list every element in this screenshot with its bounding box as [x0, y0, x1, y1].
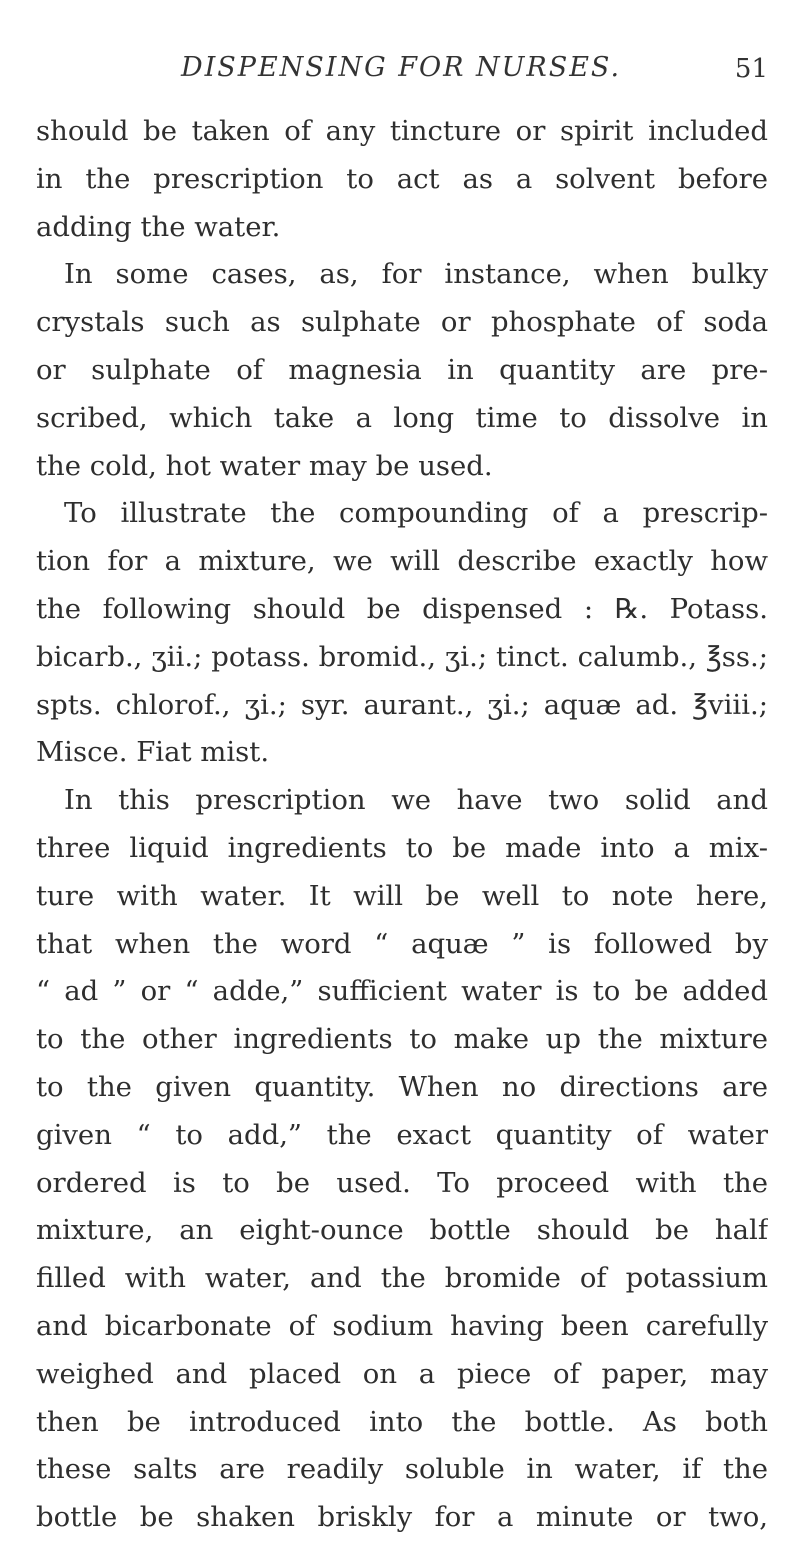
text-line: scribed, which take a long time to dissolve in [36, 401, 768, 434]
text-line: crystals such as sulphate or phosphate of soda [36, 306, 768, 339]
text-line: the following should be dispensed : ℞. Potass. [36, 592, 768, 625]
text-line: and bicarbonate of sodium having been carefully [36, 1309, 768, 1342]
text-line: the cold, hot water may be used. [36, 449, 493, 482]
text-line: ture with water. It will be well to note here, [36, 879, 768, 912]
text-line: adding the water. [36, 210, 281, 243]
text-line: weighed and placed on a piece of paper, may [36, 1357, 768, 1390]
text-line: should be taken of any tincture or spirit included [36, 115, 768, 147]
text-line: mixture, an eight-ounce bottle should be half [36, 1214, 768, 1247]
text-line: tion for a mixture, we will describe exactly how [36, 545, 768, 578]
text-line: to the given quantity. When no directions are [36, 1070, 768, 1103]
text-line: bottle be shaken briskly for a minute or two, [36, 1501, 768, 1534]
text-line: In some cases, as, for instance, when bulky [64, 258, 768, 291]
text-line: To illustrate the compounding of a prescrip- [64, 497, 768, 530]
text-line: these salts are readily soluble in water, if the [36, 1453, 768, 1486]
page-number: 51 [734, 54, 768, 84]
text-line: spts. chlorof., ʒi.; syr. aurant., ʒi.; aquæ ad. ℥viii.; [36, 688, 768, 721]
text-line: ordered is to be used. To proceed with the [36, 1166, 768, 1199]
text-line: that when the word “ aquæ ” is followed by [36, 927, 768, 960]
text-line: given “ to add,” the exact quantity of water [36, 1118, 768, 1151]
text-line: then be introduced into the bottle. As both [36, 1405, 768, 1438]
text-line: bicarb., ʒii.; potass. bromid., ʒi.; tinct. calumb., ℥ss.; [36, 640, 768, 673]
text-line: in the prescription to act as a solvent before [36, 162, 768, 195]
text-line: “ ad ” or “ adde,” sufficient water is to be added [36, 975, 768, 1008]
text-line: Misce. Fiat mist. [36, 736, 270, 769]
text-line: three liquid ingredients to be made into a mix- [36, 831, 768, 864]
text-line: In this prescription we have two solid and [64, 784, 768, 817]
body-text [36, 108, 768, 1542]
text-line: filled with water, and the bromide of potassium [36, 1262, 768, 1295]
running-head: DISPENSING FOR NURSES. [180, 52, 622, 83]
text-line: to the other ingredients to make up the mixture [36, 1023, 768, 1056]
text-line: or sulphate of magnesia in quantity are pre- [36, 353, 768, 386]
